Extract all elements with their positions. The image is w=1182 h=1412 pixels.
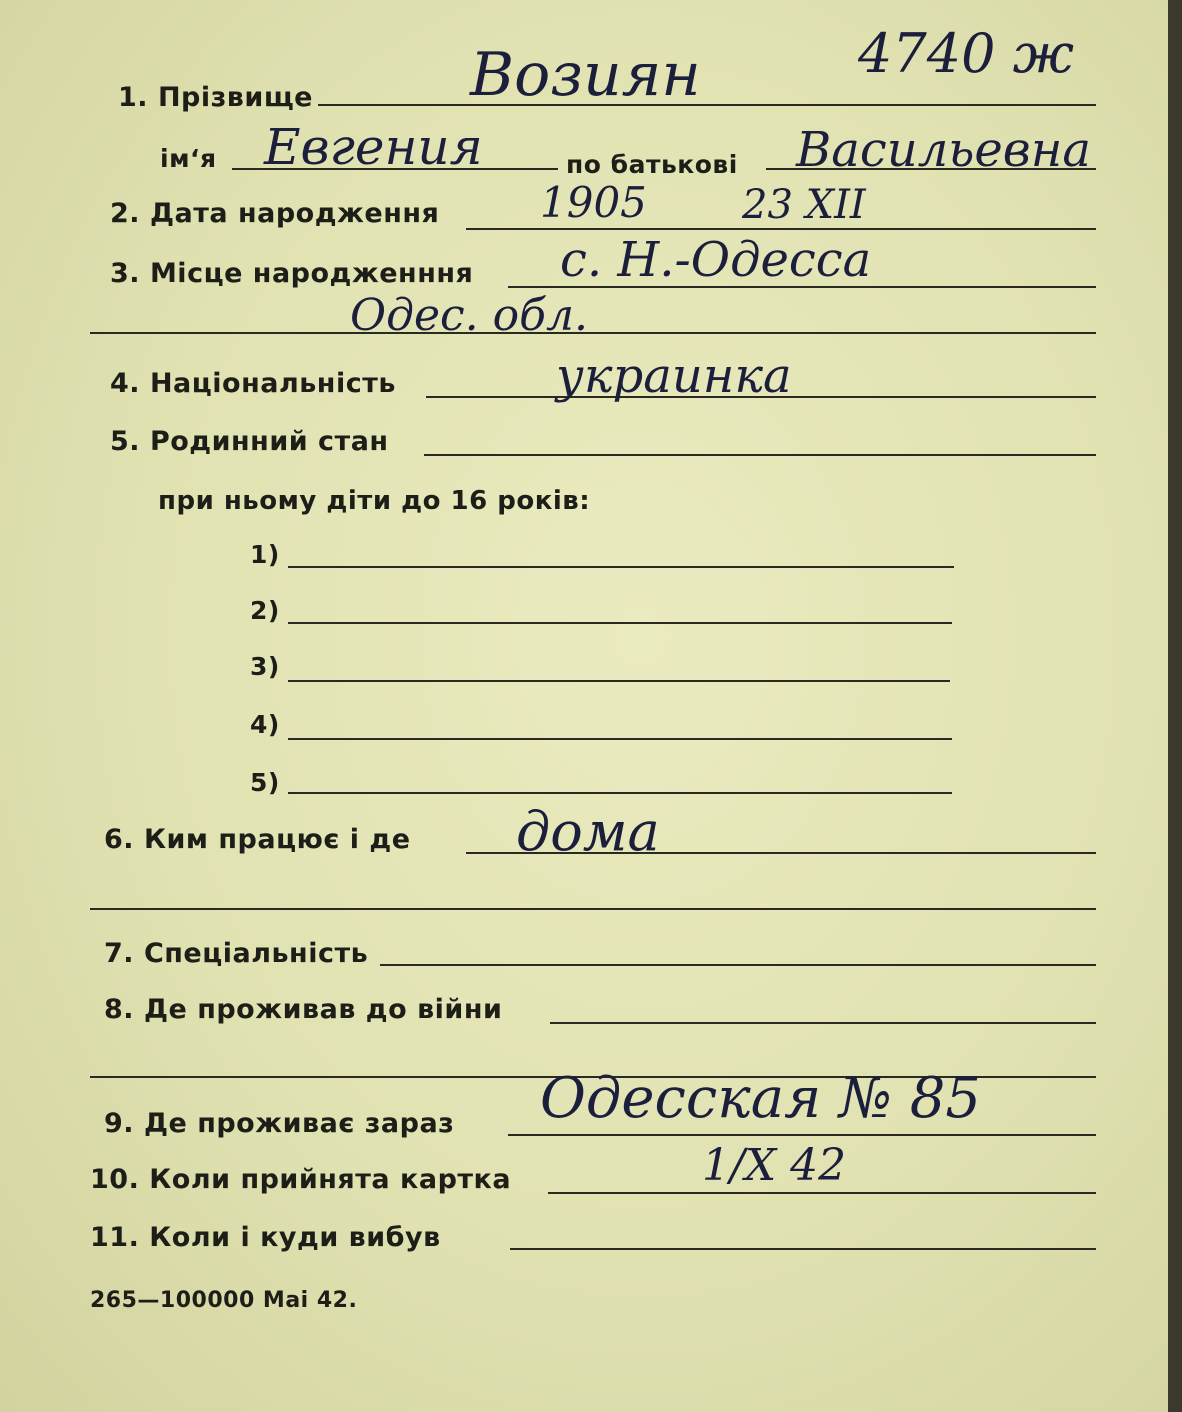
departure-label: 11. Коли і куди вибув bbox=[90, 1222, 441, 1253]
card-edge bbox=[1168, 0, 1182, 1412]
birthplace-value-2: Одес. обл. bbox=[350, 290, 588, 341]
current-residence-label: 9. Де проживає зараз bbox=[104, 1108, 455, 1139]
first-name-value: Евгения bbox=[264, 118, 483, 176]
child-2-label: 2) bbox=[250, 596, 280, 625]
surname-line bbox=[318, 104, 1096, 106]
child-1-label: 1) bbox=[250, 540, 280, 569]
birth-day-value: 23 XII bbox=[742, 182, 866, 228]
prewar-residence-line-1 bbox=[550, 1022, 1096, 1024]
occupation-label: 6. Ким працює і де bbox=[104, 824, 411, 855]
child-3-line bbox=[288, 680, 950, 682]
children-label: при ньому діти до 16 років: bbox=[158, 486, 591, 516]
child-3-label: 3) bbox=[250, 652, 280, 681]
marital-status-line bbox=[424, 454, 1096, 456]
print-code: 265—100000 Mai 42. bbox=[90, 1288, 358, 1313]
specialty-line bbox=[380, 964, 1096, 966]
child-4-line bbox=[288, 738, 952, 740]
marital-status-label: 5. Родинний стан bbox=[110, 426, 389, 457]
occupation-line-2 bbox=[90, 908, 1096, 910]
patronymic-value: Васильевна bbox=[796, 122, 1091, 178]
birth-date-label: 2. Дата народження bbox=[110, 198, 440, 229]
prewar-residence-label: 8. Де проживав до війни bbox=[104, 994, 503, 1025]
departure-line bbox=[510, 1248, 1096, 1250]
surname-value: Возиян bbox=[470, 40, 701, 110]
first-name-label: ім‘я bbox=[160, 144, 217, 173]
child-4-label: 4) bbox=[250, 710, 280, 739]
record-number: 4740 ж bbox=[858, 22, 1074, 85]
specialty-label: 7. Спеціальність bbox=[104, 938, 369, 969]
birthplace-value-1: с. Н.-Одесса bbox=[560, 232, 872, 288]
patronymic-label: по батькові bbox=[566, 150, 738, 179]
birth-year-value: 1905 bbox=[540, 178, 647, 227]
occupation-value: дома bbox=[516, 800, 660, 863]
child-5-label: 5) bbox=[250, 768, 280, 797]
nationality-value: украинка bbox=[556, 348, 792, 404]
current-residence-line bbox=[508, 1134, 1096, 1136]
card-accepted-line bbox=[548, 1192, 1096, 1194]
child-1-line bbox=[288, 566, 954, 568]
card-accepted-label: 10. Коли прийнята картка bbox=[90, 1164, 512, 1195]
nationality-label: 4. Національність bbox=[110, 368, 396, 399]
current-residence-value: Одесская № 85 bbox=[540, 1066, 982, 1131]
surname-label: 1. Прізвище bbox=[118, 82, 313, 113]
birth-date-line bbox=[466, 228, 1096, 230]
birthplace-label: 3. Місце народженння bbox=[110, 258, 474, 289]
card-accepted-value: 1/X 42 bbox=[702, 1140, 847, 1191]
birthplace-line-2 bbox=[90, 332, 1096, 334]
child-2-line bbox=[288, 622, 952, 624]
child-5-line bbox=[288, 792, 952, 794]
